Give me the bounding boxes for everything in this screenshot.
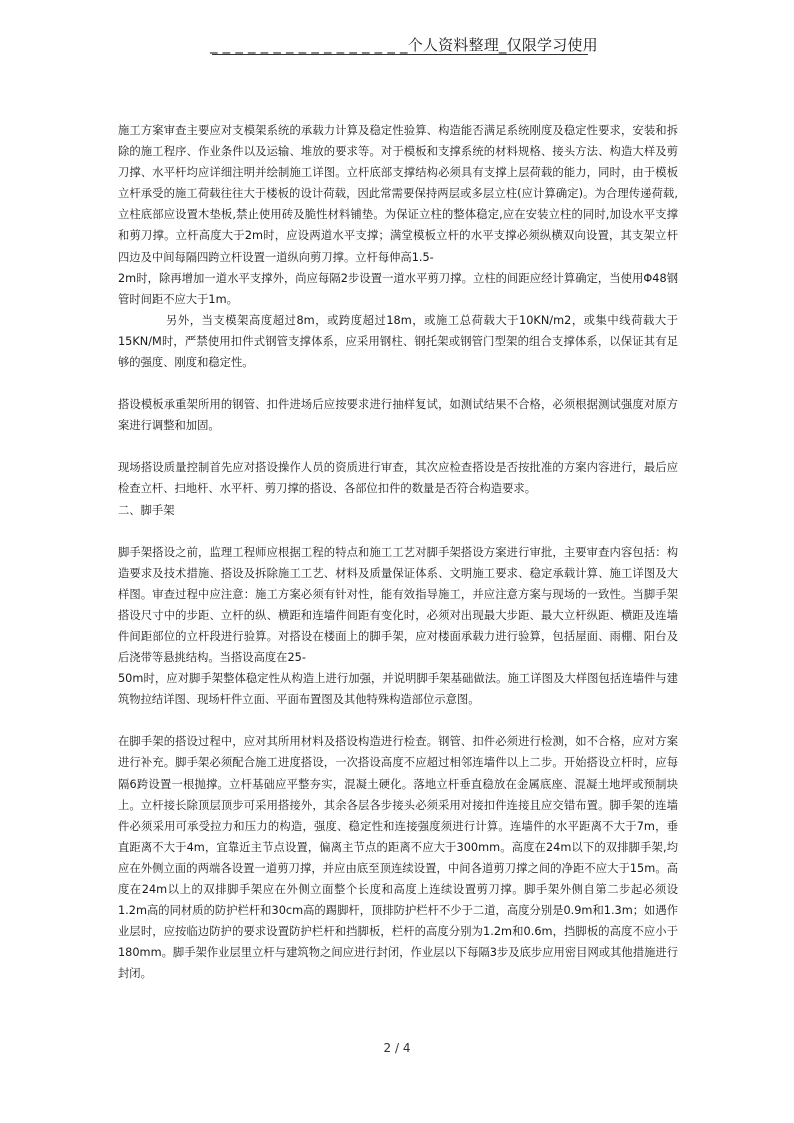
paragraph-scaffold-stability: 50m时，应对脚手架整体稳定性从构造上进行加强，并说明脚手架基础做法。施工详图及大样图包括连墙件与建筑物拉结详图、现场杆件立面、平面布置图及其他特殊构造部位示意图。 <box>118 672 678 707</box>
paragraph-formwork-review: 施工方案审查主要应对支模架系统的承载力计算及稳定性验算、构造能否满足系统刚度及稳定性要求，安装和拆除的施工程序、作业条件以及运输、堆放的要求等。对于模板和支撑系统的材料规格、接头方法、构造大样及剪刀撑、水平杆均应详细注明并绘制施工详图。立杆底部支撑结构必须具有支撑上层荷载的能力，同时，由于模板立杆承受的施工荷载往往大于楼板的设计荷载，因此常需要保持两层或多层立柱(应计算确定)。为合理传递荷载,立柱底部应设置木垫板,禁止使用砖及脆性材料铺垫。为保证立柱的整体稳定,应在安装立柱的同时,加设水平支撑和剪刀撑。立杆高度大于2m时，应设两道水平支撑；满堂模板立杆的水平支撑必须纵横双向设置，其支架立杆四边及中间每隔四跨立杆设置一道纵向剪刀撑。立杆每伸高1.5- <box>118 124 678 264</box>
paragraph-material-retest: 搭设模板承重架所用的钢管、扣件进场后应按要求进行抽样复试，如测试结果不合格，必须根据测试强度对原方案进行调整和加固。 <box>118 398 678 433</box>
page-header: _ _ _ _ _ _ _ _ _ _ _ _ _ _ _ _个人资料整理_仅限学习使用 <box>210 36 598 54</box>
paragraph-high-formwork: 另外，当支模架高度超过8m，或跨度超过18m，或施工总荷载大于10KN/m2，或集中线荷载大于15KN/M时，严禁使用扣件式钢管支撑体系，应采用钢柱、钢托架或钢管门型架的组合支撑体系，以保证其有足够的强度、刚度和稳定性。 <box>118 313 678 370</box>
paragraph-gap <box>118 436 678 457</box>
paragraph-formwork-spacing: 2m时，除再增加一道水平支撑外，尚应每隔2步设置一道水平剪刀撑。立柱的间距应经计算确定，当使用Φ48钢管时间距不应大于1m。 <box>118 271 678 306</box>
header-rule <box>212 54 588 55</box>
paragraph-quality-control: 现场搭设质量控制首先应对搭设操作人员的资质进行审查，其次应检查搭设是否按批准的方案内容进行，最后应检查立杆、扫地杆、水平杆、剪刀撑的搭设、各部位扣件的数量是否符合构造要求。 <box>118 461 678 496</box>
section-heading-scaffold: 二、脚手架 <box>118 503 175 517</box>
paragraph-gap <box>118 373 678 394</box>
paragraph-gap <box>118 710 678 731</box>
page-number: 2 / 4 <box>383 1041 411 1055</box>
document-body <box>118 120 678 984</box>
paragraph-scaffold-plan-review: 脚手架搭设之前，监理工程师应根据工程的特点和施工工艺对脚手架搭设方案进行审批，主要审查内容包括：构造要求及技术措施、搭设及拆除施工工艺、材料及质量保证体系、文明施工要求、稳定承载计算、施工详图及大样图。审查过程中应注意：施工方案必须有针对性，能有效指导施工，并应注意方案与现场的一致性。当脚手架搭设尺寸中的步距、立杆的纵、横距和连墙件间距有变化时，必须对出现最大步距、最大立杆纵距、横距及连墙件间距部位的立杆段进行验算。对搭设在楼面上的脚手架，应对楼面承载力进行验算，包括屋面、雨棚、阳台及后浇带等悬挑结构。当搭设高度在25- <box>118 545 678 665</box>
paragraph-gap <box>118 521 678 542</box>
paragraph-scaffold-inspection: 在脚手架的搭设过程中，应对其所用材料及搭设构造进行检查。钢管、扣件必须进行检测，如不合格，应对方案进行补充。脚手架必须配合施工进度搭设，一次搭设高度不应超过相邻连墙件以上二步。开始搭设立杆时，应每隔6跨设置一根抛撑。立杆基础应平整夯实，混凝土硬化。落地立杆垂直稳放在金属底座、混凝土地坪或预制块上。立杆接长除顶层顶步可采用搭接外，其余各层各步接头必须采用对接扣件连接且应交错布置。脚手架的连墙件必须采用可承受拉力和压力的构造，强度、稳定性和连接强度须进行计算。连墙件的水平距离不大于7m，垂直距离不大于4m，宜靠近主节点设置，偏离主节点的距离不应大于300mm。高度在24m以下的双排脚手架,均应在外侧立面的两端各设置一道剪刀撑，并应由底至顶连续设置，中间各道剪刀撑之间的净距不应大于15m。高度在24m以上的双排脚手架应在外侧立面整个长度和高度上连续设置剪刀撑。脚手架外侧自第二步起必须设1.2m高的同材质的防护栏杆和30cm高的踢脚杆，顶排防护栏杆不少于二道，高度分别是0.9m和1.3m；如遇作业层时，应按临边防护的要求设置防护栏杆和挡脚板，栏杆的高度分别为1.2m和0.6m，挡脚板的高度不应小于180mm。脚手架作业层里立杆与建筑物之间应进行封闭，作业层以下每隔3步及底步应用密目网或其他措施进行封闭。 <box>118 735 678 981</box>
